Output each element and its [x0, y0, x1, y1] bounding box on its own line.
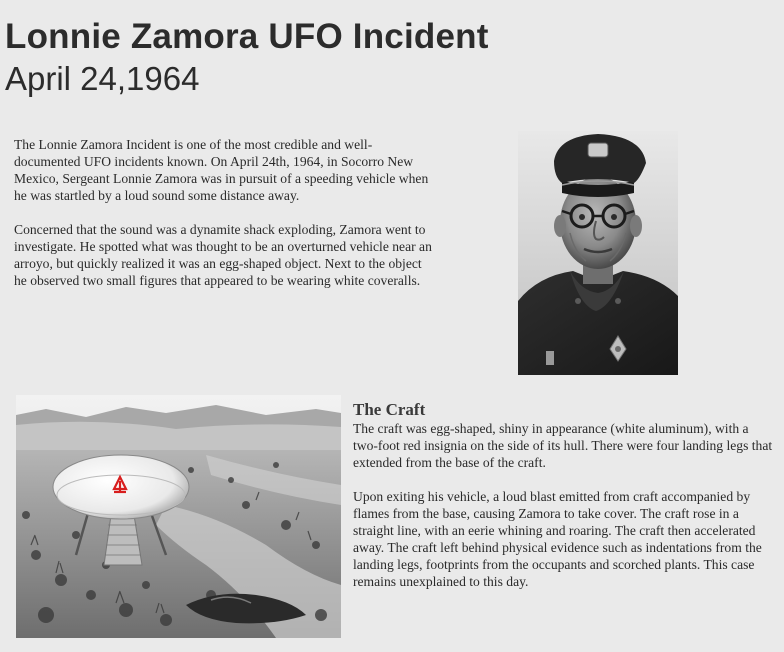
intro-paragraph-2: Concerned that the sound was a dynamite shack exploding, Zamora went to investigate. He spotted what was thought to be an overturned vehicle near an arroyo, but quickly realized it was an egg-shaped object. Next to the object he observed two small figures that appeared to be wearing white coveralls. — [14, 222, 432, 288]
page-title: Lonnie Zamora UFO Incident — [5, 17, 489, 56]
ufo-craft-illustration — [16, 395, 341, 638]
intro-section — [14, 136, 434, 306]
zamora-portrait-image — [518, 131, 678, 375]
craft-section — [353, 400, 773, 607]
intro-paragraph-1: The Lonnie Zamora Incident is one of the most credible and well-documented UFO incidents known. On April 24th, 1964, in Socorro New Mexico, Sergeant Lonnie Zamora was in pursuit of a speeding vehicle when he was startled by a loud sound some distance away. — [14, 137, 429, 203]
craft-paragraph-1: The craft was egg-shaped, shiny in appearance (white aluminum), with a two-foot red insignia on the side of its hull. There were four landing legs that extended from the base of the craft. — [353, 421, 773, 470]
incident-date: April 24,1964 — [5, 60, 200, 97]
craft-paragraph-2: Upon exiting his vehicle, a loud blast emitted from craft accompanied by flames from the base, causing Zamora to take cover. The craft rose in a straight line, with an eerie whining and roaring. The craft then accelerated away. The craft left behind physical evidence such as indentations from the landing legs, footprints from the occupants and scorched plants. This case remains unexplained to this day. — [353, 489, 762, 589]
craft-heading: The Craft — [353, 400, 426, 419]
